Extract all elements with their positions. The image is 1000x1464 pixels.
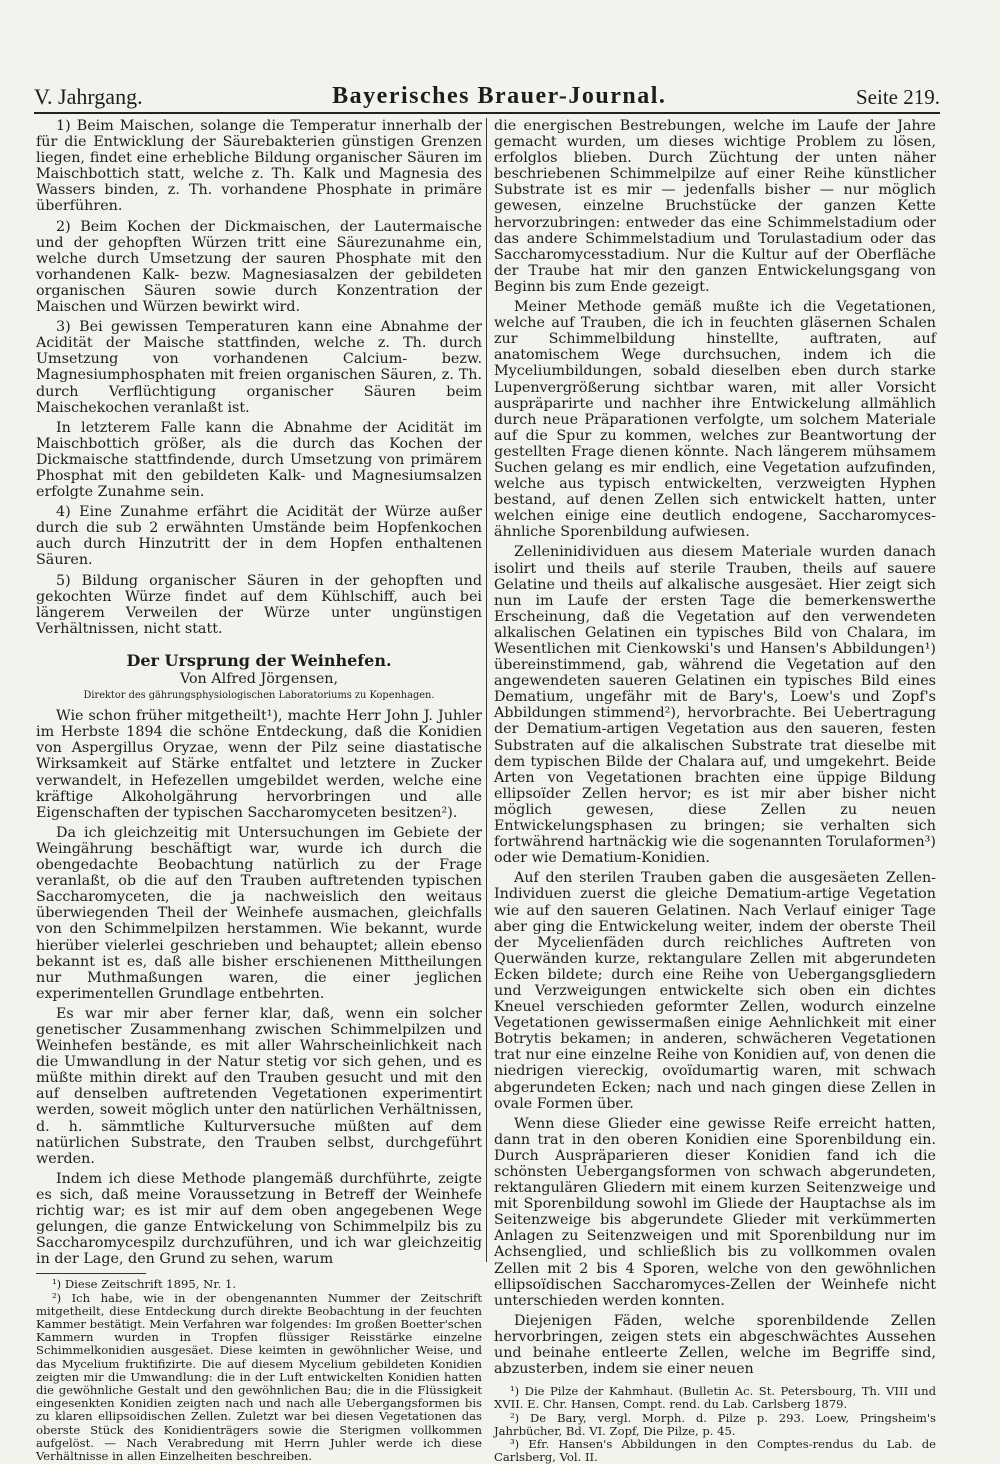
article-title: Der Ursprung der Weinhefen.: [126, 650, 392, 670]
paragraph: Wenn diese Glieder eine gewisse Reife erreicht hatten, dann trat in den oberen Konidien eine Sporenbildung ein. Durch Auspräparieren dieser Konidien fand ich die schönsten Uebergangsformen von schwach abgerundeten, rektangulären Gliedern mit einem kurzen Seitenzweige und mit Sporenbildung sowohl im Gliede der Hauptachse als im Seitenzweige bis abgerundete Glieder mit verkümmerten Anlagen zu Seitenzweigen und mit Sporenbildung nur im Achsenglied, und schließlich bis zu vollkommen ovalen Zellen mit 2 bis 4 Sporen, welche von den gewöhnlichen ellipsoïdischen Saccharomyces-Zellen der Weinhefe nicht unterschieden werden konnten.: [494, 1115, 936, 1309]
paragraph: 1) Beim Maischen, solange die Temperatur innerhalb der für die Entwicklung der Säurebakterien günstigen Grenzen liegen, findet eine erhebliche Bildung organischer Säuren im Maischbottich statt, welche z. Th. Kalk und Magnesia des Wassers binden, z. Th. vorhandene Phosphate in primäre überführen.: [36, 118, 482, 215]
paragraph: Meiner Methode gemäß mußte ich die Vegetationen, welche auf Trauben, die ich in feuchten gläsernen Schalen zur Schimmelbildung hinstellte, auftraten, auf anatomischem Wege durchsuchen, indem ich die Myceliumbildungen, sobald dieselben eben durch starke Lupenvergrößerung sichtbar waren, mit aller Vorsicht auspräparirte und nachher ihre Entwickelung allmählich durch neue Präparationen verfolgte, um solchem Materiale auf die Spur zu kommen, welches zur Beantwortung der gestellten Frage dienen könnte. Nach längerem mühsamem Suchen gelang es mir endlich, eine Vegetation aufzufinden, welche aus typisch entwickelten, verzweigten Hyphen bestand, auf denen Zellen sich entwickelt hatten, unter welchen einige eine deutlich endogene, Saccharomyces-ähnliche Sporenbildung aufwiesen.: [494, 299, 936, 541]
paragraph: 3) Bei gewissen Temperaturen kann eine Abnahme der Acidität der Maische stattfinden, welche z. Th. durch Umsetzung von vorhandenen Calcium- bezw. Magnesiumphosphaten mit freien organischen Säuren, z. Th. durch Verflüchtigung organischer Säuren beim Maischekochen veranlaßt ist.: [36, 319, 482, 416]
paragraph: Auf den sterilen Trauben gaben die ausgesäeten Zellen-Individuen zuerst die gleiche Dematium-artige Vegetation wie auf den saueren Gelatinen. Nach Verlauf einiger Tage aber ging die Entwickelung weiter, indem der oberste Theil der Mycelienfäden durch reichliches Auftreten von Querwänden kurze, rektangulare Zellen mit abgerundeten Ecken bildete; durch eine Reihe von Uebergangsgliedern und Verzweigungen entwickelte sich oben ein dichtes Kneuel verschieden geformter Zellen, wodurch einzelne Vegetationen gewissermaßen einige Aehnlichkeit mit einer Botrytis bekamen; in anderen, schwächeren Vegetationen trat nur eine einzelne Reihe von Konidien auf, von denen die niedrigen viereckig, ovoïdumartig waren, mit schwach abgerundeten Ecken; nach und nach gingen diese Zellen in ovale Formen über.: [494, 870, 936, 1112]
author-affiliation: Direktor des gährungsphysiologischen Laboratoriums zu Kopenhagen.: [83, 690, 435, 702]
paragraph: 4) Eine Zunahme erfährt die Acidität der Würze außer durch die sub 2 erwähnten Umstände beim Hopfenkochen auch durch Hinzutritt der in dem Hopfen enthaltenen Säuren.: [36, 504, 482, 569]
header-rule: [34, 112, 940, 114]
left-column: [36, 118, 482, 1464]
paragraph: Da ich gleichzeitig mit Untersuchungen im Gebiete der Weingährung beschäftigt war, wurde ich durch die obengedachte Beobachtung natürlich zu der Frage veranlaßt, ob die auf den Trauben auftretenden typischen Saccharomyceten, die ja nachweislich den weitaus überwiegenden Theil der Weinhefe ausmachen, gleichfalls von den Schimmelpilzen herstammen. Wie bekannt, wurde hierüber vielerlei geschrieben und behauptet; allein ebenso bekannt ist es, daß alle bisher erschienenen Mittheilungen nur Muthmaßungen waren, die einer jeglichen experimentellen Grundlage entbehrten.: [36, 824, 482, 1002]
paragraph: Indem ich diese Methode plangemäß durchführte, zeigte es sich, daß meine Voraussetzung in Betreff der Weinhefe richtig war; es ist mir auf dem oben angegebenen Wege gelungen, die ganze Entwickelung von Schimmelpilz bis zu Saccharomycespilz durchzuführen, und ich war gleichzeitig in der Lage, den Grund zu sehen, warum: [36, 1170, 482, 1268]
page-number: Seite 219.: [855, 85, 940, 109]
right-column: [494, 118, 936, 1464]
footnote: ²) De Bary, vergl. Morph. d. Pilze p. 293. Loew, Pringsheim's Jahrbücher, Bd. VI. Zopf, Die Pilze, p. 45.: [494, 1410, 936, 1438]
paragraph: Diejenigen Fäden, welche sporenbildende Zellen hervorbringen, zeigen stets ein abgeschwächtes Aussehen und beinahe entleerte Zellen, welche im Begriffe sind, abzusterben, indem sie einer neuen: [494, 1312, 936, 1378]
footnote: ³) Efr. Hansen's Abbildungen in den Comptes-rendus du Lab. de Carlsberg, Vol. II.: [494, 1437, 936, 1464]
footnote: ¹) Die Pilze der Kahmhaut. (Bulletin Ac. St. Petersbourg, Th. VIII und XVII. E. Chr. Hansen, Compt. rend. du Lab. Carlsberg 1879.: [494, 1384, 936, 1412]
paragraph: In letzterem Falle kann die Abnahme der Acidität im Maischbottich größer, als die durch das Kochen der Dickmaische stattfindende, durch Umsetzung von primärem Phosphat mit den gebildeten Kalk- und Magnesiumsalzen erfolgte Zunahme sein.: [36, 419, 482, 501]
footnote-block: [494, 1385, 936, 1464]
footnote-rule: [36, 1273, 146, 1274]
volume-label: V. Jahrgang.: [34, 84, 143, 109]
paragraph: 5) Bildung organischer Säuren in der gehopften und gekochten Würze findet auf dem Kühlschiff, auch bei längerem Verweilen der Würze unter ungünstigen Verhältnissen, nicht statt.: [36, 572, 482, 637]
paragraph: Zelleninidividuen aus diesem Materiale wurden danach isolirt und theils auf sterile Trauben, theils auf sauere Gelatine und theils auf alkalische ausgesäet. Hier zeigt sich nun im Laufe der ersten Tage die bemerkenswerthe Erscheinung, daß die Vegetation auf den verwendeten alkalischen Gelatinen ein typisches Bild von Chalara, im Wesentlichen mit Cienkowski's und Hansen's Abbildungen¹) übereinstimmend, gab, während die Vegetation auf den angewendeten saueren Gelatinen ein typisches Bild eines Dematium, ungefähr mit de Bary's, Loew's und Zopf's Abbildungen stimmend²), hervorbrachte. Bei Uebertragung der Dematium-artigen Vegetation aus den saueren, festen Substraten auf die alkalischen Substrate trat dieselbe mit dem typischen Bilde der Chalara auf, und umgekehrt. Beide Arten von Vegetationen brachten eine üppige Bildung ellipsoïder Zellen hervor; es ist mir aber bisher nicht möglich gewesen, diese Zellen zu neuen Entwickelungsphasen zu bringen; sie verhalten sich fortwährend hartnäckig wie die sogenannten Torulaformen³) oder wie Dematium-Konidien.: [494, 544, 936, 867]
paragraph: Es war mir aber ferner klar, daß, wenn ein solcher genetischer Zusammenhang zwischen Schimmelpilzen und Weinhefen bestände, es mit aller Wahrscheinlichkeit nach die Umwandlung in der Natur stetig vor sich gehen, und es müßte mithin direkt auf den Trauben gesucht und mit den auf denselben auftretenden Vegetationen experimentirt werden, soweit möglich unter den natürlichen Verhältnissen, d. h. sämmtliche Kulturversuche müßten auf dem natürlichen Substrate, den Trauben selbst, durchgeführt werden.: [36, 1005, 482, 1167]
footnote: ¹) Diese Zeitschrift 1895, Nr. 1.: [52, 1277, 237, 1292]
journal-title: Bayerisches Brauer-Journal.: [332, 83, 667, 109]
paragraph: Wie schon früher mitgetheilt¹), machte Herr John J. Juhler im Herbste 1894 die schöne Entdeckung, daß die Konidien von Aspergillus Oryzae, wenn der Pilz seine diastatische Wirksamkeit auf Stärke entfaltet und letztere in Zucker verwandelt, in Hefezellen umgebildet werden, welche eine kräftige Alkoholgährung hervorbringen und alle Eigenschaften der typischen Saccharomyceten besitzen²).: [36, 708, 482, 821]
paragraph: 2) Beim Kochen der Dickmaischen, der Lautermaische und der gehopften Würzen tritt eine Säurezunahme ein, welche durch Umsetzung der sauren Phosphate mit den vorhandenen Kalk- bezw. Magnesiasalzen der gebildeten organischen Säuren sowie durch Konzentration der Maischen und Würzen bewirkt wird.: [36, 218, 482, 316]
page-header: [34, 76, 940, 110]
footnote: ²) Ich habe, wie in der obengenannten Nummer der Zeitschrift mitgetheilt, diese Entdeckung durch direkte Beobachtung in der feuchten Kammer bestätigt. Mein Verfahren war folgendes: Im großen Boetter'schen Kammern wurden in Tropfen flüssiger Reisstärke einzelne Schimmelkonidien ausgesäet. Diese keimten in gewöhnlicher Weise, und das Mycelium fruktifizirte. Die auf diesem Mycelium gebildeten Konidien zeigten mir die Umwandlung: die in der Luft entwickelten Konidien hatten die gewöhnliche Gestalt und den gewöhnlichen Bau; die in die Flüssigkeit eingesenkten Konidien zeigten nach und nach alle Uebergangsformen bis zu klaren ellipsoidischen Zellen. Zuletzt war bei diesen Vegetationen das oberste Stück des Konidienträgers sowie die Sterigmen vollkommen aufgelöst. — Nach Verabredung mit Herrn Juhler werde ich diese Verhältnisse in allen Einzelheiten beschreiben.: [36, 1290, 482, 1464]
column-divider: [486, 118, 487, 1262]
paragraph: die energischen Bestrebungen, welche im Laufe der Jahre gemacht wurden, um dieses wichtige Problem zu lösen, erfolglos blieben. Durch Züchtung der unten näher beschriebenen Schimmelpilze auf einer Reihe künstlicher Substrate ist es mir — jedenfalls bisher — nur möglich gewesen, einzelne Bruchstücke der ganzen Kette hervorzubringen: entweder das eine Schimmelstadium oder das andere Schimmelstadium und Torulastadium oder das Saccharomycesstadium. Nur die Kultur auf der Oberfläche der Traube hat mir den ganzen Entwickelungsgang von Beginn bis zum Ende gezeigt.: [494, 118, 936, 295]
article-byline: Von Alfred Jörgensen,: [179, 671, 339, 687]
